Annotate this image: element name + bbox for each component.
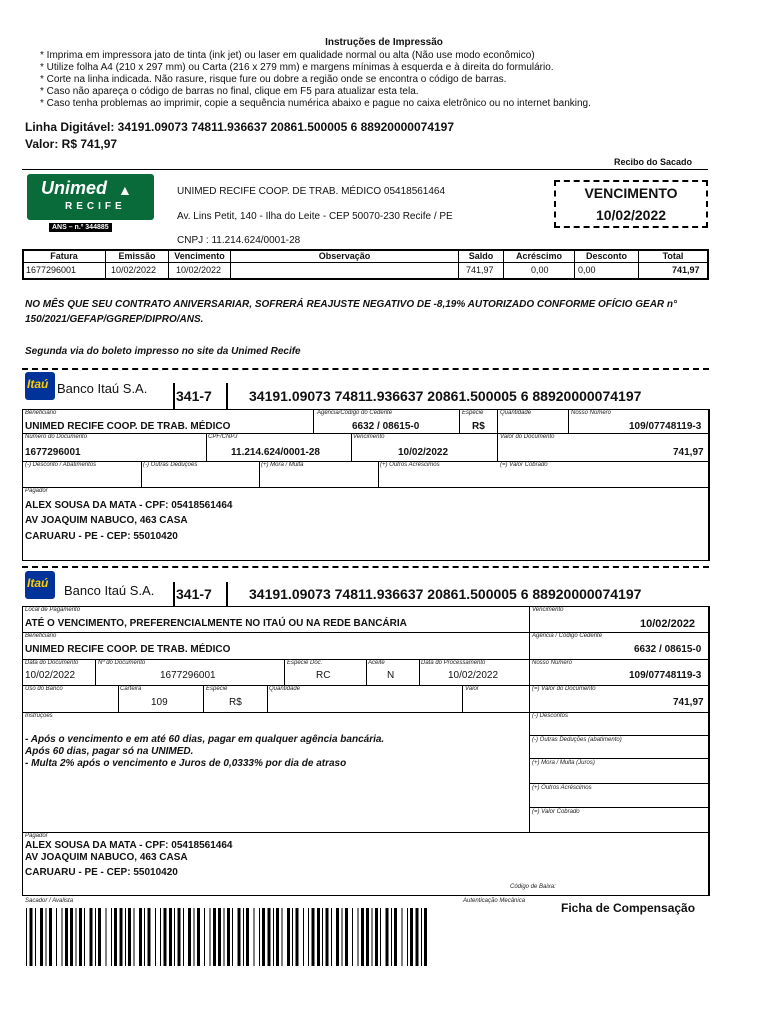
data-documento-label: Data do Documento <box>25 660 79 666</box>
valor-documento-value: 741,97 <box>673 447 704 458</box>
barcode-bar <box>402 908 403 966</box>
barcode-bar <box>139 908 142 966</box>
barcode-bar <box>160 908 161 966</box>
valor-documento-value: 741,97 <box>673 697 704 708</box>
observacao-header: Observação <box>318 251 371 261</box>
instruction-item: * Caso não apareça o código de barras no final, clique em F5 para atualizar esta tela. <box>40 86 419 97</box>
instrucao-line: Após 60 dias, pagar só na UNIMED. <box>25 746 194 757</box>
emissao-value: 10/02/2022 <box>111 265 157 275</box>
barcode-bar <box>375 908 378 966</box>
especie-doc-label: Espécie Doc. <box>287 660 323 666</box>
vencimento-date: 10/02/2022 <box>595 207 667 223</box>
bank-name: Banco Itaú S.A. <box>57 381 148 396</box>
local-pagamento-label: Local de Pagamento <box>25 607 81 613</box>
ficha-compensacao-label: Ficha de Compensação <box>561 901 696 915</box>
barcode-bar <box>111 908 112 966</box>
barcode-bar <box>70 908 73 966</box>
barcode-bar <box>218 908 221 966</box>
mora-label: (+) Mora / Multa (Juros) <box>532 760 595 766</box>
aceite-label: Aceite <box>368 660 385 666</box>
codigo-baixa-label: Código de Baixa: <box>510 884 556 890</box>
beneficiario-label: Beneficiário <box>25 410 57 416</box>
numdoc-value: 1677296001 <box>160 670 216 681</box>
barcode-bar <box>421 908 422 966</box>
instrucoes-label: Instruções <box>25 713 53 719</box>
outros-acrescimos-label: (+) Outros Acréscimos <box>380 462 440 468</box>
uso-banco-label: Uso do Banco <box>25 686 63 692</box>
agencia-value: 6632 / 08615-0 <box>352 421 420 432</box>
barcode-bar <box>342 908 343 966</box>
numdoc-label: Nº do Documento <box>98 660 146 666</box>
nosso-numero-label: Nosso Número <box>571 410 612 416</box>
barcode-bar <box>331 908 332 966</box>
ans-number: ANS – n.º 344885 <box>49 223 112 232</box>
bank-code: 341-7 <box>176 388 212 404</box>
barcode-bar <box>372 908 373 966</box>
barcode-bar <box>76 908 77 966</box>
vencimento-label: Vencimento <box>353 434 385 440</box>
vencimento-value: 10/02/2022 <box>176 265 222 275</box>
reajuste-notice: NO MÊS QUE SEU CONTRATO ANIVERSARIAR, SOFRERÁ REAJUSTE NEGATIVO DE -8,19% AUTORIZADO CONFORME OFÍCIO GEAR n° 150/2021/GEFAP/GGREP/DIPRO/ANS. <box>25 299 678 325</box>
segunda-via-note: Segunda via do boleto impresso no site da Unimed Recife <box>25 346 301 357</box>
linha-digitavel-slip1: 34191.09073 74811.936637 20861.500005 6 88920000074197 <box>249 388 642 404</box>
cut-line <box>22 566 709 568</box>
barcode-bar <box>386 908 389 966</box>
company-cnpj: CNPJ : 11.214.624/0001-28 <box>177 235 301 246</box>
barcode-bar <box>188 908 191 966</box>
beneficiario-value: UNIMED RECIFE COOP. DE TRAB. MÉDICO <box>25 644 231 655</box>
data-documento-value: 10/02/2022 <box>25 670 76 681</box>
barcode-bar <box>282 908 283 966</box>
barcode-bar <box>262 908 265 966</box>
nosso-numero-label: Nosso Número <box>532 660 573 666</box>
barcode-bar <box>56 908 57 966</box>
barcode-bar <box>84 908 85 966</box>
total-header: Total <box>662 251 684 261</box>
especie-doc-value: RC <box>316 670 331 681</box>
instruction-item: * Corte na linha indicada. Não rasure, risque fure ou dobre a região onde se encontra o código de barras. <box>40 74 507 85</box>
unimed-logo-text: Unimed <box>41 178 108 198</box>
barcode-bar <box>238 908 241 966</box>
desconto-label: (-) Desconto / Abatimentos <box>25 462 97 468</box>
valor-documento-label: Valor do Documento <box>500 434 555 440</box>
pagador-line: ALEX SOUSA DA MATA - CPF: 05418561464 <box>25 840 233 851</box>
barcode-bar <box>134 908 135 966</box>
especie-value: R$ <box>229 697 242 708</box>
barcode-bar <box>416 908 419 966</box>
valor-documento-label: (=) Valor do Documento <box>532 686 596 692</box>
instrucao-line: - Após o vencimento e em até 60 dias, pagar em qualquer agência bancária. <box>25 734 385 745</box>
barcode-bar <box>79 908 82 966</box>
barcode-bar <box>366 908 369 966</box>
barcode-bar <box>308 908 309 966</box>
valor-total: Valor: R$ 741,97 <box>25 137 118 151</box>
valor-cobrado-label: (=) Valor Cobrado <box>500 462 548 468</box>
vencimento-value: 10/02/2022 <box>640 618 696 630</box>
barcode-bar <box>292 908 293 966</box>
pagador-line: CARUARU - PE - CEP: 55010420 <box>25 867 178 878</box>
emissao-header: Emissão <box>118 251 156 261</box>
pagador-line: ALEX SOUSA DA MATA - CPF: 05418561464 <box>25 500 233 511</box>
desconto-value: 0,00 <box>578 265 596 275</box>
barcode-bar <box>197 908 200 966</box>
vencimento-box <box>554 180 708 228</box>
acrescimo-header: Acréscimo <box>515 251 563 261</box>
barcode-bar <box>178 908 181 966</box>
barcode-bar <box>227 908 230 966</box>
barcode-bar <box>30 908 33 966</box>
barcode-bar <box>204 908 205 966</box>
barcode-bar <box>246 908 249 966</box>
barcode-bar <box>169 908 172 966</box>
barcode-bar <box>148 908 151 966</box>
barcode-bar <box>361 908 364 966</box>
valor-cobrado-label: (=) Valor Cobrado <box>532 809 580 815</box>
company-address: Av. Lins Petit, 140 - Ilha do Leite - CEP 50070-230 Recife / PE <box>177 211 453 222</box>
barcode-bar <box>391 908 392 966</box>
vencimento-label: VENCIMENTO <box>584 185 678 201</box>
instructions-list <box>40 50 591 110</box>
pagador-line: AV JOAQUIM NABUCO, 463 CASA <box>25 515 188 526</box>
barcode-bar <box>345 908 348 966</box>
valor-label: Valor <box>465 686 479 692</box>
barcode-bar <box>35 908 36 966</box>
barcode-bar <box>410 908 413 966</box>
pagador-line: AV JOAQUIM NABUCO, 463 CASA <box>25 852 188 863</box>
sacador-label: Sacador / Avalista <box>25 898 74 904</box>
barcode <box>26 908 430 966</box>
barcode-bar <box>254 908 255 966</box>
barcode-bar <box>259 908 260 966</box>
barcode-bar <box>174 908 175 966</box>
barcode-bar <box>358 908 359 966</box>
barcode-bar <box>210 908 211 966</box>
numdoc-value: 1677296001 <box>25 447 81 458</box>
barcode-bar <box>194 908 195 966</box>
instruction-item: * Caso tenha problemas ao imprimir, copie a sequência numérica abaixo e pague no caixa eletrônico ou no internet banking. <box>40 98 591 109</box>
bank-name: Banco Itaú S.A. <box>64 583 155 598</box>
fatura-header: Fatura <box>50 251 78 261</box>
carteira-value: 109 <box>151 697 168 708</box>
agencia-label: Agência / Código Cedente <box>532 633 603 639</box>
fatura-value: 1677296001 <box>26 265 77 275</box>
unimed-logo <box>27 174 154 220</box>
divider <box>22 169 708 170</box>
barcode-bar <box>268 908 271 966</box>
company-name: UNIMED RECIFE COOP. DE TRAB. MÉDICO 05418561464 <box>177 186 446 197</box>
instruction-item: * Imprima em impressora jato de tinta (ink jet) ou laser em qualidade normal ou alta (Não use modo econômico) <box>40 50 535 61</box>
itau-logo <box>25 571 55 599</box>
barcode-bar <box>326 908 329 966</box>
barcode-bar <box>296 908 299 966</box>
pagador-line: CARUARU - PE - CEP: 55010420 <box>25 531 178 542</box>
quantidade-label: Quantidade <box>500 410 532 416</box>
desconto-header: Desconto <box>585 251 627 261</box>
instructions-title: Instruções de Impressão <box>325 37 443 48</box>
barcode-bar <box>114 908 117 966</box>
barcode-bar <box>98 908 101 966</box>
barcode-bar <box>40 908 43 966</box>
barcode-bar <box>49 908 52 966</box>
barcode-bar <box>95 908 96 966</box>
quantidade-label: Quantidade <box>269 686 301 692</box>
recibo-label: Recibo do Sacado <box>614 157 693 167</box>
bank-code: 341-7 <box>176 586 212 602</box>
barcode-bar <box>322 908 323 966</box>
barcode-bar <box>380 908 381 966</box>
cpf-label: CPF/CNPJ <box>208 434 238 440</box>
outros-acrescimos-label: (+) Outros Acréscimos <box>532 785 592 791</box>
barcode-bar <box>287 908 290 966</box>
cpf-value: 11.214.624/0001-28 <box>231 447 320 458</box>
vencimento-value: 10/02/2022 <box>398 447 449 458</box>
nosso-numero-value: 109/07748119-3 <box>629 421 702 432</box>
barcode-bar <box>183 908 184 966</box>
unimed-tree-icon: ▲ <box>118 182 132 198</box>
barcode-bar <box>303 908 304 966</box>
data-processamento-label: Data do Processamento <box>421 660 486 666</box>
instrucoes-text <box>25 734 384 770</box>
itau-logo-text: Itaú <box>27 576 49 590</box>
barcode-bar <box>62 908 63 966</box>
autenticacao-label: Autenticação Mecânica <box>463 898 526 904</box>
total-value: 741,97 <box>672 265 700 275</box>
barcode-bar <box>276 908 279 966</box>
barcode-bar <box>120 908 123 966</box>
saldo-value: 741,97 <box>466 265 494 275</box>
barcode-bar <box>155 908 156 966</box>
barcode-bar <box>46 908 47 966</box>
numdoc-label: Número do Documento <box>25 434 88 440</box>
barcode-bar <box>352 908 353 966</box>
vencimento-label: Vencimento <box>532 607 564 613</box>
aceite-value: N <box>387 670 395 681</box>
instrucao-line: - Multa 2% após o vencimento e Juros de 0,0333% por dia de atraso <box>25 758 347 769</box>
barcode-bar <box>125 908 126 966</box>
barcode-bar <box>144 908 145 966</box>
linha-digitavel: Linha Digitável: 34191.09073 74811.936637 20861.500005 6 88920000074197 <box>25 120 455 134</box>
unimed-logo-sub: RECIFE <box>65 201 126 212</box>
itau-logo-text: Itaú <box>27 377 49 391</box>
barcode-bar <box>232 908 233 966</box>
agencia-value: 6632 / 08615-0 <box>634 644 702 655</box>
outras-deducoes-label: (-) Outras Deduções <box>143 462 198 468</box>
barcode-bar <box>164 908 167 966</box>
agencia-label: Agência/Código do Cedente <box>317 410 393 416</box>
acrescimo-value: 0,00 <box>531 265 549 275</box>
instruction-item: * Utilize folha A4 (210 x 297 mm) ou Carta (216 x 279 mm) e margens mínimas à esquerda e à direita do formulário. <box>40 62 554 73</box>
barcode-bar <box>394 908 397 966</box>
barcode-bar <box>90 908 93 966</box>
nosso-numero-value: 109/07748119-3 <box>629 670 702 681</box>
vencimento-header: Vencimento <box>174 251 225 261</box>
local-pagamento-value: ATÉ O VENCIMENTO, PREFERENCIALMENTE NO ITAÚ OU NA REDE BANCÁRIA <box>25 618 407 629</box>
barcode-bar <box>336 908 339 966</box>
cut-line <box>22 368 709 370</box>
mora-label: (+) Mora / Multa <box>261 462 304 468</box>
barcode-bar <box>213 908 216 966</box>
especie-label: Espécie <box>206 686 228 692</box>
itau-logo <box>25 372 55 400</box>
especie-label: Espécie <box>462 410 484 416</box>
barcode-bar <box>26 908 27 966</box>
data-processamento-value: 10/02/2022 <box>448 670 499 681</box>
pagador-label: Pagador <box>25 488 48 494</box>
beneficiario-value: UNIMED RECIFE COOP. DE TRAB. MÉDICO <box>25 421 231 432</box>
barcode-bar <box>128 908 131 966</box>
barcode-bar <box>106 908 107 966</box>
saldo-header: Saldo <box>468 251 494 261</box>
barcode-bar <box>317 908 320 966</box>
descontos-label: (-) Descontos <box>532 713 569 719</box>
barcode-bar <box>243 908 244 966</box>
barcode-bar <box>65 908 68 966</box>
carteira-label: Carteira <box>120 686 142 692</box>
barcode-bar <box>312 908 315 966</box>
especie-value: R$ <box>472 421 485 432</box>
barcode-bar <box>407 908 408 966</box>
beneficiario-label: Beneficiário <box>25 633 57 639</box>
barcode-bar <box>273 908 274 966</box>
barcode-bar <box>424 908 427 966</box>
linha-digitavel-slip2: 34191.09073 74811.936637 20861.500005 6 88920000074197 <box>249 586 642 602</box>
pagador-label: Pagador <box>25 833 48 839</box>
outras-deducoes-label: (-) Outras Deduções (abatimento) <box>532 737 622 743</box>
barcode-bar <box>224 908 225 966</box>
